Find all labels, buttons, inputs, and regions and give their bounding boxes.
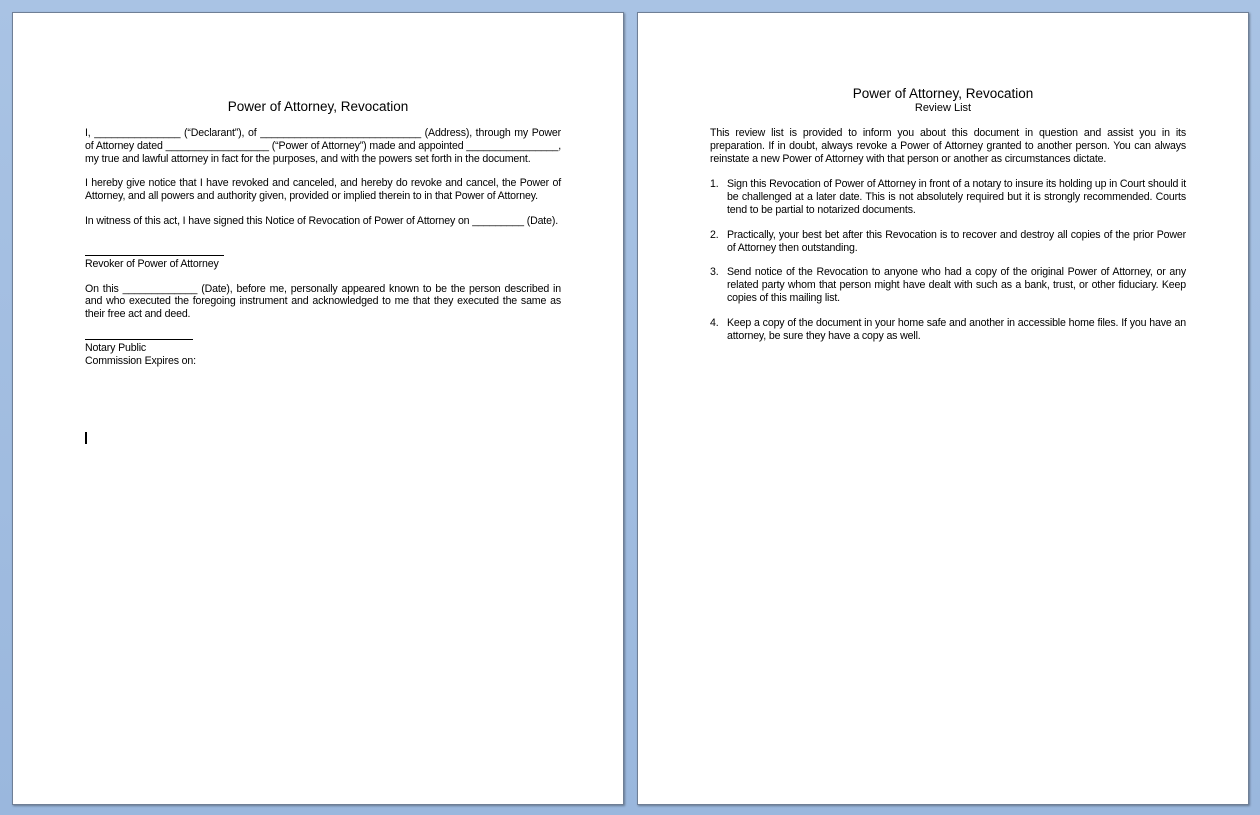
page-title: Power of Attorney, Revocation [227, 99, 409, 114]
list-item [710, 317, 1186, 343]
text-cursor [85, 432, 87, 444]
review-intro: This review list is provided to inform you about this document in question and assist you in its preparation. If in doubt, always revoke a Power of Attorney granted to another person. You can always reinstate a new Power of Attorney with that person or another as circumstances dictate. [710, 127, 1186, 165]
list-text: Sign this Revocation of Power of Attorney in front of a notary to insure its holding up in Court should it be challenged at a later date. This is not absolutely required but it is strongly recommended. Courts tend to be partial to notarized documents. [727, 178, 1186, 216]
notary-paragraph: On this _____________ (Date), before me, personally appeared known to be the person described in and who executed the foregoing instrument and acknowledged to me that they executed the same as their free act and deed. [85, 282, 561, 321]
revocation-paragraph: I hereby give notice that I have revoked and canceled, and hereby do revoke and cancel, the Power of Attorney, and all powers and authority given, provided or implied therein to in that Power of Attorney. [85, 177, 561, 203]
commission-expires-label: Commission Expires on: [85, 354, 196, 367]
list-text: Send notice of the Revocation to anyone who had a copy of the original Power of Attorney, or any related party whom that person might have dealt with such as a bank, trust, or other fiduciary. Keep copies of this mailing list. [727, 266, 1186, 304]
document-body[interactable] [710, 127, 1186, 342]
page-title: Power of Attorney, Revocation [852, 86, 1034, 101]
document-body[interactable] [85, 127, 561, 368]
document-page-1[interactable] [12, 12, 624, 805]
list-item [710, 266, 1186, 304]
list-number: 3. [710, 266, 719, 279]
list-number: 4. [710, 316, 719, 329]
list-item [710, 178, 1186, 216]
list-number: 1. [710, 178, 719, 191]
notary-public-label: Notary Public [85, 341, 147, 354]
document-page-2[interactable] [637, 12, 1249, 805]
witness-paragraph: In witness of this act, I have signed this Notice of Revocation of Power of Attorney on _________ (Date). [85, 214, 559, 227]
list-text: Practically, your best bet after this Revocation is to recover and destroy all copies of the prior Power of Attorney then outstanding. [727, 228, 1186, 254]
list-item [710, 229, 1186, 255]
revoker-label: Revoker of Power of Attorney [85, 257, 219, 270]
page-subtitle: Review List [914, 102, 972, 114]
list-text: Keep a copy of the document in your home safe and another in accessible home files. If you have an attorney, be sure they have a copy as well. [727, 316, 1186, 342]
list-number: 2. [710, 228, 719, 241]
declarant-paragraph: I, _______________ (“Declarant”), of ____________________________ (Address), through my Power of Attorney dated __________________ (“Power of Attorney”) made and appointed ________________, my true and lawful attorney in fact for the purposes, and with the powers set forth in the document. [85, 127, 561, 165]
